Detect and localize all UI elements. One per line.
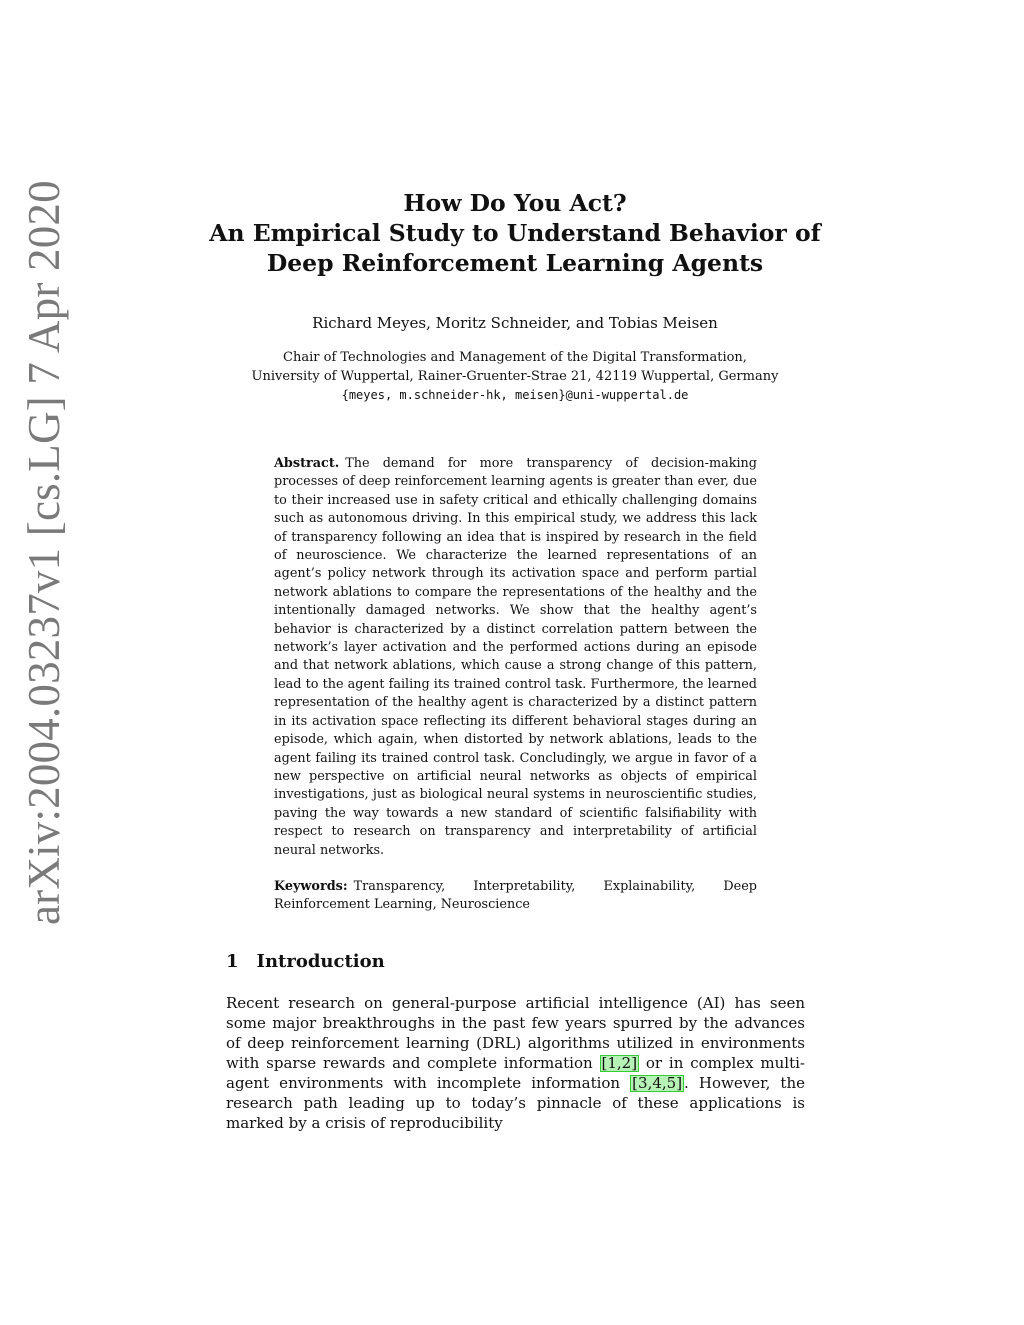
title-line-3: Deep Reinforcement Learning Agents <box>266 249 764 277</box>
abstract-label: Abstract. <box>274 456 340 471</box>
affiliation-line-2: University of Wuppertal, Rainer-Gruenter-Strae 21, 42119 Wuppertal, Germany <box>251 369 779 384</box>
intro-text-part-3: . However, the research path leading up to today’s pinnacle of these applications is marked by a crisis of reproducibility <box>226 1074 806 1132</box>
paper-title <box>200 188 830 278</box>
title-line-2: An Empirical Study to Understand Behavior of <box>209 219 821 247</box>
intro-text-part-2: or in complex multi-agent environments with incomplete information <box>226 1054 805 1092</box>
arxiv-identifier-stamp: arXiv:2004.03237v1 [cs.LG] 7 Apr 2020 <box>19 180 69 925</box>
intro-text-part-1: Recent research on general-purpose artificial intelligence (AI) has seen some major breakthroughs in the past few years spurred by the advances of deep reinforcement learning (DRL) algorithms utilized in environments with sparse rewards and complete information <box>226 994 805 1072</box>
section-title: Introduction <box>256 951 385 972</box>
author-list: Richard Meyes, Moritz Schneider, and Tobias Meisen <box>312 314 718 332</box>
abstract <box>274 455 757 860</box>
introduction-paragraph <box>226 993 805 1133</box>
section-number: 1 <box>226 951 239 972</box>
title-line-1: How Do You Act? <box>403 189 627 217</box>
affiliation-block <box>200 348 830 405</box>
keywords <box>274 878 757 915</box>
keywords-label: Keywords: <box>274 879 348 894</box>
affiliation-line-1: Chair of Technologies and Management of the Digital Transformation, <box>283 350 747 365</box>
abstract-text: The demand for more transparency of decision-making processes of deep reinforcement learning agents is greater than ever, due to their increased use in safety critical and ethically challenging domains such as autonomous driving. In this empirical study, we address this lack of transparency following an idea that is inspired by research in the field of neuroscience. We characterize the learned representations of an agent’s policy network through its activation space and perform partial network ablations to compare the representations of the healthy and the intentionally damaged networks. We show that the healthy agent’s behavior is characterized by a distinct correlation pattern between the network’s layer activation and the performed actions during an episode and that network ablations, which cause a strong change of this pattern, lead to the agent failing its trained control task. Furthermore, the learned representation of the healthy agent is characterized by a distinct pattern in its activation space reflecting its different behavioral stages during an episode, which again, when distorted by network ablations, leads to the agent failing its trained control task. Concludingly, we argue in favor of a new perspective on artificial neural networks as objects of empirical investigations, just as biological neural systems in neuroscientific studies, paving the way towards a new standard of scientific falsifiability with respect to research on transparency and interpretability of artificial neural networks. <box>274 456 757 858</box>
author-emails: {meyes, m.schneider-hk, meisen}@uni-wuppertal.de <box>341 388 689 402</box>
citation-link-3-4-5[interactable]: [3,4,5] <box>632 1074 683 1092</box>
citation-link-1-2[interactable]: [1,2] <box>601 1054 638 1072</box>
keywords-text: Transparency, Interpretability, Explainability, Deep Reinforcement Learning, Neuroscience <box>274 879 757 913</box>
section-heading-introduction <box>226 950 385 974</box>
